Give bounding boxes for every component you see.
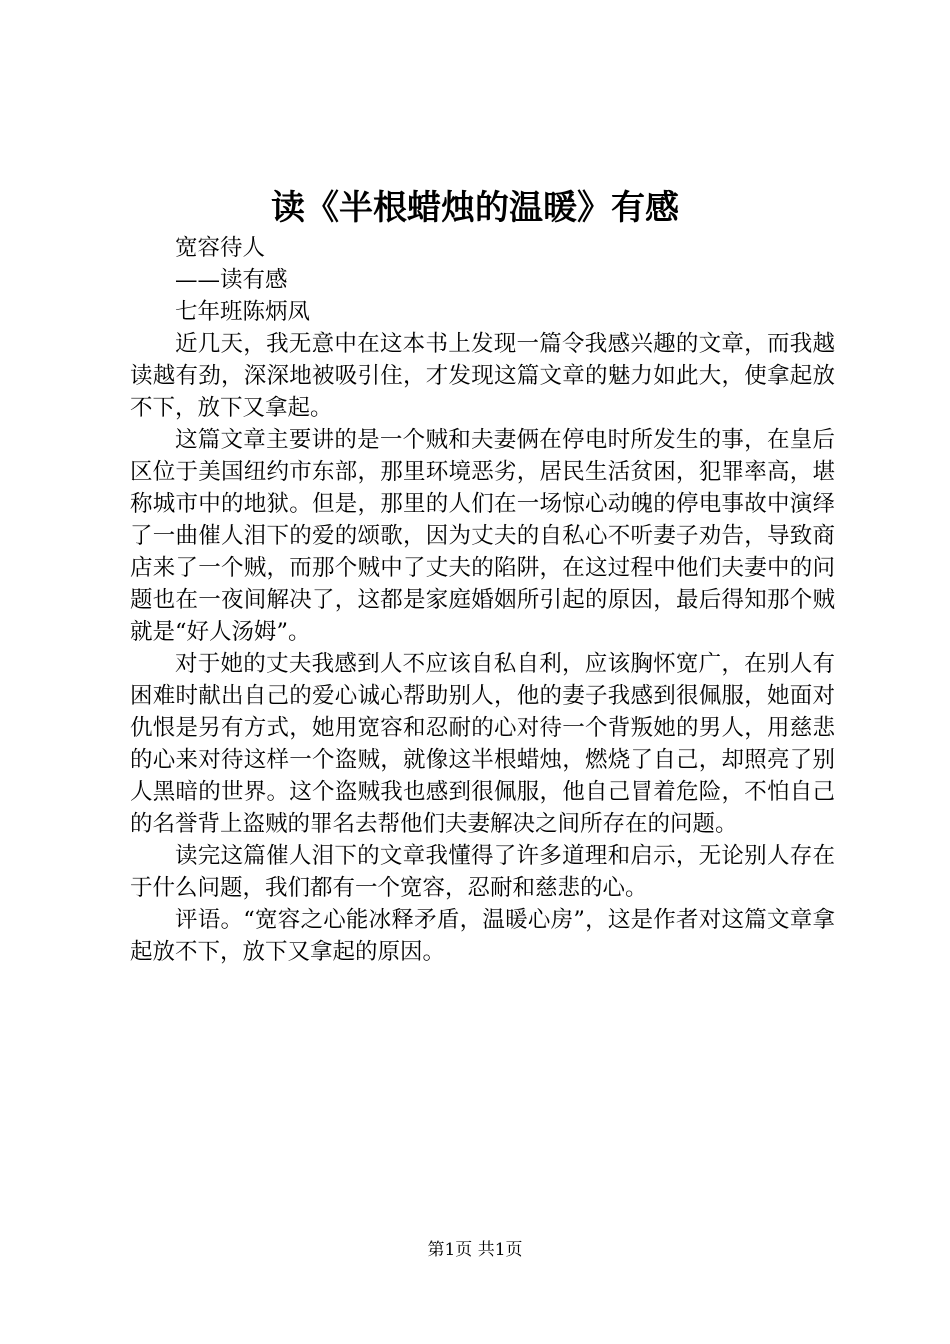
author-line: 七年班陈炳凤	[175, 299, 311, 325]
body-paragraph: 这篇文章主要讲的是一个贼和夫妻俩在停电时所发生的事，在皇后区位于美国纽约市东部，那里环境恶劣，居民生活贫困，犯罪率高，堪称城市中的地狱。但是，那里的人们在一场惊心动魄的停电事故中演绎了一曲催人泪下的爱的颂歌，因为丈夫的自私心不听妻子劝告，导致商店来了一个贼，而那个贼中了丈夫的陷阱，在这过程中他们夫妻中的问题也在一夜间解决了，这都是家庭婚姻所引起的原因，最后得知那个贼就是“好人汤姆”。	[130, 427, 835, 645]
comment-paragraph: 评语。“宽容之心能冰释矛盾，温暖心房”，这是作者对这篇文章拿起放不下，放下又拿起的原因。	[130, 907, 835, 965]
subtitle-note: ——读有感	[175, 267, 288, 293]
page-footer: 第1页 共1页	[427, 1240, 523, 1260]
subtitle: 宽容待人	[175, 235, 266, 261]
document-title: 读《半根蜡烛的温暖》有感	[271, 188, 679, 228]
body-paragraph: 读完这篇催人泪下的文章我懂得了许多道理和启示，无论别人存在于什么问题，我们都有一个宽容，忍耐和慈悲的心。	[130, 843, 835, 901]
body-paragraph: 近几天，我无意中在这本书上发现一篇令我感兴趣的文章，而我越读越有劲，深深地被吸引住，才发现这篇文章的魅力如此大，使拿起放不下，放下又拿起。	[130, 331, 835, 421]
body-paragraph: 对于她的丈夫我感到人不应该自私自利，应该胸怀宽广，在别人有困难时献出自己的爱心诚心帮助别人，他的妻子我感到很佩服，她面对仇恨是另有方式，她用宽容和忍耐的心对待一个背叛她的男人，用慈悲的心来对待这样一个盗贼，就像这半根蜡烛，燃烧了自己，却照亮了别人黑暗的世界。这个盗贼我也感到很佩服，他自己冒着危险，不怕自己的名誉背上盗贼的罪名去帮他们夫妻解决之间所存在的问题。	[130, 651, 835, 837]
document-body	[130, 232, 835, 968]
